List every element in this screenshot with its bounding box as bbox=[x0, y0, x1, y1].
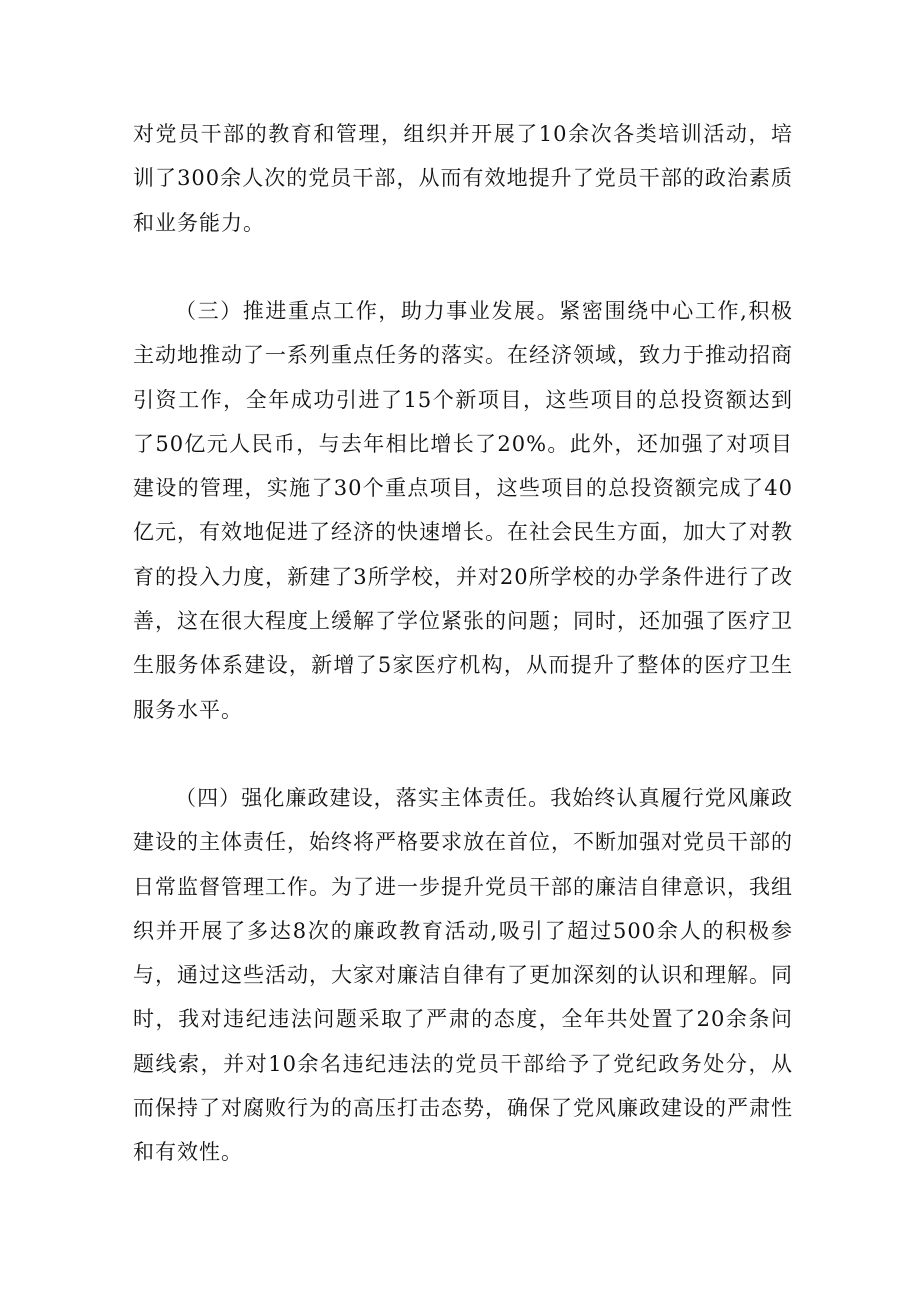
paragraph-text: （三）推进重点工作，助力事业发展。紧密围绕中心工作,积极主动地推动了一系列重点任务的落实。在经济领域，致力于推动招商引资工作，全年成功引进了15个新项目，这些项目的总投资额达到了50亿元人民币，与去年相比增长了20%。此外，还加强了对项目建设的管理，实施了30个重点项目，这些项目的总投资额完成了40亿元，有效地促进了经济的快速增长。在社会民生方面，加大了对教育的投入力度，新建了3所学校，并对20所学校的办学条件进行了改善，这在很大程度上缓解了学位紧张的问题；同时，还加强了医疗卫生服务体系建设，新增了5家医疗机构，从而提升了整体的医疗卫生服务水平。 bbox=[133, 299, 793, 722]
paragraph-text: 对党员干部的教育和管理，组织并开展了10余次各类培训活动，培训了300余人次的党员干部，从而有效地提升了党员干部的政治素质和业务能力。 bbox=[133, 122, 793, 235]
paragraph-continued-training bbox=[133, 112, 793, 245]
paragraph-section-four bbox=[133, 776, 793, 1175]
paragraph-text: （四）强化廉政建设，落实主体责任。我始终认真履行党风廉政建设的主体责任，始终将严格要求放在首位，不断加强对党员干部的日常监督管理工作。为了进一步提升党员干部的廉洁自律意识，我组织并开展了多达8次的廉政教育活动,吸引了超过500余人的积极参与，通过这些活动，大家对廉洁自律有了更加深刻的认识和理解。同时，我对违纪违法问题采取了严肃的态度，全年共处置了20余条问题线索，并对10余名违纪违法的党员干部给予了党纪政务处分，从而保持了对腐败行为的高压打击态势，确保了党风廉政建设的严肃性和有效性。 bbox=[133, 786, 793, 1165]
paragraph-section-three bbox=[133, 289, 793, 732]
